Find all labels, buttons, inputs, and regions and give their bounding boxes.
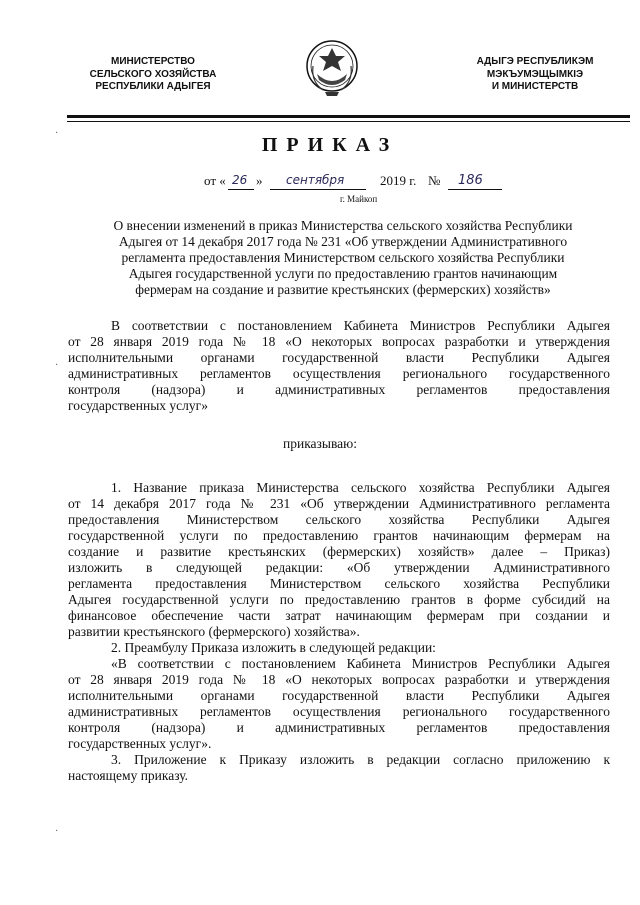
item-line: регламента предоставления Министерством сельского хозяйства Республики bbox=[68, 576, 610, 591]
subject-line: фермерам на создание и развитие крестьянских (фермерских) хозяйств» bbox=[135, 282, 551, 297]
ministry-name-line: АДЫГЭ РЕСПУБЛИКЭМ bbox=[476, 56, 594, 67]
item-2 bbox=[68, 640, 610, 656]
subject-line: О внесении изменений в приказ Министерства сельского хозяйства Республики bbox=[113, 218, 573, 233]
ministry-name-line: И МИНИСТЕРСТВ bbox=[491, 81, 579, 92]
item-1 bbox=[68, 480, 610, 640]
date-quote-close: » bbox=[256, 173, 263, 188]
item-line: административных регламентов осуществления регионального государственного bbox=[68, 704, 610, 719]
item-line: Адыгея государственной услуги по предоставлению грантов в форме субсидий на bbox=[68, 592, 610, 607]
item-line: предоставления Министерством сельского хозяйства Республики Адыгея bbox=[68, 512, 610, 527]
item-line: «В соответствии с постановлением Кабинета Министров Республики Адыгея bbox=[111, 656, 610, 671]
preamble bbox=[68, 318, 610, 414]
number-label: № bbox=[428, 173, 441, 188]
date-month: сентября bbox=[286, 173, 345, 187]
ministry-name-adyghe bbox=[460, 56, 610, 94]
header-divider-thin bbox=[67, 121, 630, 122]
preamble-line: государственных услуг» bbox=[68, 398, 208, 413]
header-divider-thick bbox=[67, 115, 630, 118]
underline bbox=[270, 189, 366, 190]
item-3 bbox=[68, 752, 610, 784]
item-line: финансовое обеспечение части затрат начинающим фермерам при создании и bbox=[68, 608, 610, 623]
ministry-name-line: МЭКЪУМЭЩЫМКIЭ bbox=[486, 68, 584, 80]
item-line: государственной услуги по предоставлению грантов начинающим фермерам на bbox=[68, 528, 610, 543]
preamble-line: административных регламентов осуществления регионального государственного bbox=[68, 366, 610, 381]
order-word: приказываю: bbox=[283, 436, 357, 451]
item-line: государственных услуг». bbox=[68, 736, 212, 751]
city: г. Майкоп bbox=[340, 194, 378, 204]
item-line: от 14 декабря 2017 года № 231 «Об утверждении Административного регламента bbox=[68, 496, 610, 511]
item-2-quote bbox=[68, 656, 610, 752]
date-year: 2019 г. bbox=[380, 173, 417, 188]
document-title: ПРИКАЗ bbox=[261, 134, 399, 156]
ministry-name-russian bbox=[78, 56, 228, 94]
preamble-line: контроля (надзора) и административных регламентов предоставления bbox=[68, 382, 610, 397]
order-number: 186 bbox=[458, 173, 483, 188]
margin-mark: · bbox=[55, 128, 59, 139]
date-number-line bbox=[204, 173, 524, 193]
coat-of-arms-icon bbox=[305, 36, 359, 98]
underline bbox=[448, 189, 502, 190]
item-line: изложить в следующей редакции: «Об утверждении Административного bbox=[68, 560, 610, 575]
date-prefix: от « bbox=[204, 173, 226, 188]
preamble-line: В соответствии с постановлением Кабинета Министров Республики Адыгея bbox=[111, 318, 610, 333]
item-line: создание и развитие крестьянских (фермерских) хозяйств» далее – Приказ) bbox=[68, 544, 610, 559]
subject-line: Адыгея от 14 декабря 2017 года № 231 «Об утверждении Административного bbox=[118, 234, 568, 249]
item-line: контроля (надзора) и административных регламентов предоставления bbox=[68, 720, 610, 735]
preamble-line: от 28 января 2019 года № 18 «О некоторых вопросах разработки и утверждения bbox=[68, 334, 610, 349]
ministry-name-line: МИНИСТЕРСТВО bbox=[111, 56, 195, 67]
ministry-name-line: СЕЛЬСКОГО ХОЗЯЙСТВА bbox=[89, 68, 217, 80]
item-line: исполнительными органами государственной власти Республики Адыгея bbox=[68, 688, 610, 703]
item-line: 2. Преамбулу Приказа изложить в следующей редакции: bbox=[111, 640, 436, 655]
ministry-name-line: РЕСПУБЛИКИ АДЫГЕЯ bbox=[95, 81, 211, 92]
preamble-line: исполнительными органами государственной власти Республики Адыгея bbox=[68, 350, 610, 365]
margin-mark: · bbox=[55, 360, 59, 371]
underline bbox=[228, 189, 254, 190]
item-line: настоящему приказу. bbox=[68, 768, 189, 783]
date-day: 26 bbox=[232, 173, 248, 187]
item-line: от 28 января 2019 года № 18 «О некоторых вопросах разработки и утверждения bbox=[68, 672, 610, 687]
subject-line: регламента предоставления Министерством сельского хозяйства Республики bbox=[121, 250, 565, 265]
margin-mark: · bbox=[55, 826, 59, 837]
item-line: 3. Приложение к Приказу изложить в редакции согласно приложению к bbox=[111, 752, 610, 767]
order-subject bbox=[78, 218, 608, 298]
item-line: развитии крестьянского (фермерского) хозяйства». bbox=[68, 624, 360, 639]
item-line: 1. Название приказа Министерства сельского хозяйства Республики Адыгея bbox=[111, 480, 610, 495]
subject-line: Адыгея государственной услуги по предоставлению грантов начинающим bbox=[128, 266, 558, 281]
